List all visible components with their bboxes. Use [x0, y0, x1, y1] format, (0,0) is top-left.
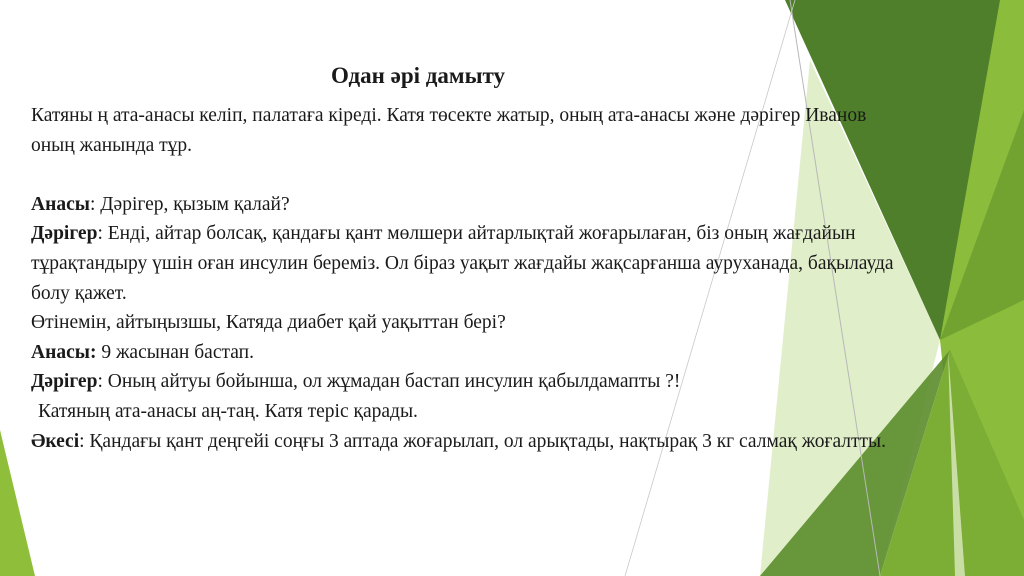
speaker-separator: : — [79, 430, 90, 452]
paragraph-gap — [31, 160, 911, 190]
dialogue-text: Дәрігер, қызым қалай? — [100, 193, 290, 215]
speaker-label: Дәрігер — [31, 371, 98, 393]
slide-body — [31, 101, 911, 456]
dialogue-line-doctor-2 — [31, 367, 911, 397]
slide-title: Одан әрі дамыту — [330, 63, 506, 88]
decor-triangle-bottom-left — [0, 430, 35, 576]
speaker-label: Әкесі — [31, 430, 80, 452]
dialogue-line-mother-2 — [31, 338, 911, 368]
speaker-separator: : — [97, 223, 108, 245]
dialogue-text: Қандағы қант деңгейі соңғы 3 аптада жоғарылап, ол арықтады, нақтырақ 3 кг салмақ жоғалтты. — [89, 430, 887, 452]
dialogue-text: Енді, айтар болсақ, қандағы қант мөлшери айтарлықтай жоғарылаған, біз оның жағдайын тұрақтандыру үшін оған инсулин береміз. Ол біраз уақыт жағдайы жақсарғанша ауруханада, бақылауда болу қажет. — [31, 223, 894, 304]
dialogue-line-doctor-1 — [31, 219, 911, 308]
dialogue-text: Катяның ата-анасы аң-таң. Катя теріс қарады. — [38, 400, 418, 422]
dialogue-line-doctor-question — [31, 308, 911, 338]
dialogue-text: 9 жасынан бастап. — [101, 341, 254, 363]
speaker-separator: : — [89, 193, 101, 215]
intro-paragraph: Катяны ң ата-анасы келіп, палатаға кіреді. Катя төсекте жатыр, оның ата-анасы және дәрігер Иванов оның жанында тұр. — [31, 105, 867, 156]
speaker-label: Дәрігер — [31, 223, 98, 245]
speaker-label: Анасы — [31, 193, 90, 215]
dialogue-text: Оның айтуы бойынша, ол жұмадан бастап инсулин қабылдамапты ?! — [107, 371, 681, 393]
dialogue-text: Өтінемін, айтыңызшы, Катяда диабет қай уақыттан бері? — [31, 312, 506, 334]
speaker-separator: : — [97, 371, 108, 393]
dialogue-line-father — [31, 427, 911, 457]
dialogue-line-mother-1 — [31, 190, 911, 220]
speaker-label: Анасы: — [31, 341, 97, 363]
narration-line — [31, 397, 911, 427]
